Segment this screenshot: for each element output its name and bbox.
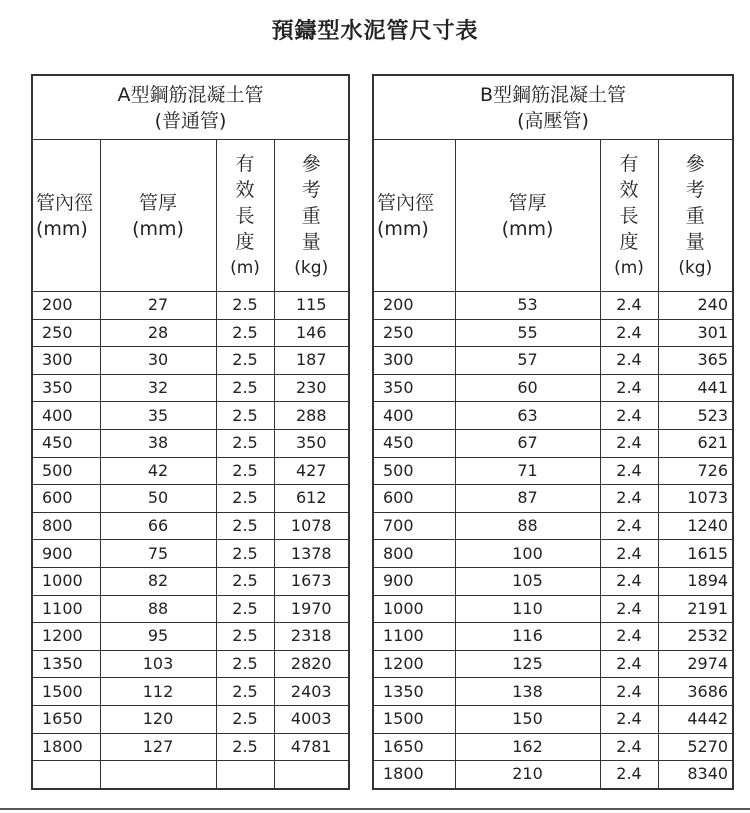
- cell-weight: 8340: [658, 761, 733, 789]
- table-row: [373, 374, 733, 402]
- cell-length: 2.4: [600, 402, 658, 430]
- table-row: [32, 678, 349, 706]
- cell-weight: 115: [274, 292, 349, 320]
- header-unit: (kg): [678, 257, 713, 278]
- cell-weight: 1673: [274, 567, 349, 595]
- cell-thickness: 30: [100, 347, 216, 375]
- cell-diameter: 1100: [373, 623, 455, 651]
- header-char: 效: [619, 178, 639, 201]
- cell-diameter: 1650: [32, 705, 100, 733]
- cell-diameter: 1500: [32, 678, 100, 706]
- cell-thickness: 87: [455, 485, 600, 513]
- cell-thickness: 116: [455, 623, 600, 651]
- cell-weight: 2820: [274, 650, 349, 678]
- header-char: 效: [235, 178, 255, 201]
- cell-thickness: 125: [455, 650, 600, 678]
- cell-thickness: 150: [455, 705, 600, 733]
- cell-diameter: 450: [373, 429, 455, 457]
- table-row: [32, 705, 349, 733]
- table-b-header-length: [600, 140, 658, 292]
- table-a-title: [32, 75, 349, 140]
- cell-thickness: 66: [100, 512, 216, 540]
- header-unit: (mm): [36, 217, 88, 240]
- cell-thickness: 75: [100, 540, 216, 568]
- cell-diameter: 500: [32, 457, 100, 485]
- cell-length: 2.5: [216, 705, 274, 733]
- cell-length: 2.4: [600, 374, 658, 402]
- cell-diameter: 1800: [373, 761, 455, 789]
- cell-length: 2.5: [216, 374, 274, 402]
- table-row: [32, 512, 349, 540]
- cell-weight: 288: [274, 402, 349, 430]
- cell-weight: 187: [274, 347, 349, 375]
- table-row: [32, 292, 349, 320]
- cell-weight: 365: [658, 347, 733, 375]
- cell-diameter: 1000: [32, 567, 100, 595]
- table-b-title: [373, 75, 733, 140]
- header-char: 有: [619, 152, 639, 175]
- cell-weight: 4781: [274, 733, 349, 761]
- cell-thickness: 35: [100, 402, 216, 430]
- cell-length: 2.4: [600, 650, 658, 678]
- header-char: 度: [619, 230, 639, 253]
- cell-thickness: 55: [455, 319, 600, 347]
- cell-weight: 2403: [274, 678, 349, 706]
- table-a-body: [32, 292, 349, 789]
- table-row: [373, 429, 733, 457]
- cell-length: 2.5: [216, 540, 274, 568]
- cell-thickness: 120: [100, 705, 216, 733]
- table-row: [373, 512, 733, 540]
- cell-diameter: 400: [373, 402, 455, 430]
- cell-diameter: 500: [373, 457, 455, 485]
- table-b-header-thickness: [455, 140, 600, 292]
- cell-diameter: 900: [373, 567, 455, 595]
- table-a-header-length: [216, 140, 274, 292]
- cell-length: 2.4: [600, 292, 658, 320]
- table-row: [373, 761, 733, 789]
- header-unit: (mm): [501, 217, 554, 240]
- cell-length: 2.4: [600, 512, 658, 540]
- table-row: [32, 567, 349, 595]
- cell-thickness: 28: [100, 319, 216, 347]
- cell-length: 2.5: [216, 485, 274, 513]
- cell-thickness: 32: [100, 374, 216, 402]
- table-row: [32, 347, 349, 375]
- cell-weight: 2191: [658, 595, 733, 623]
- cell-weight: 1970: [274, 595, 349, 623]
- table-row: [373, 623, 733, 651]
- cell-thickness: 110: [455, 595, 600, 623]
- cell-length: 2.5: [216, 595, 274, 623]
- cell-weight: 523: [658, 402, 733, 430]
- cell-diameter: 300: [373, 347, 455, 375]
- table-a-header-weight: [274, 140, 349, 292]
- cell-diameter: 350: [373, 374, 455, 402]
- cell-weight: 301: [658, 319, 733, 347]
- cell-length: 2.4: [600, 429, 658, 457]
- cell-thickness: 82: [100, 567, 216, 595]
- cell-length: 2.4: [600, 347, 658, 375]
- header-text: 管厚: [138, 191, 177, 214]
- cell-length: [216, 761, 274, 789]
- header-char: 度: [235, 230, 255, 253]
- cell-length: 2.4: [600, 678, 658, 706]
- table-row: [373, 485, 733, 513]
- table-b-header-weight: [658, 140, 733, 292]
- cell-diameter: 400: [32, 402, 100, 430]
- table-row: [32, 623, 349, 651]
- header-char: 量: [685, 230, 705, 253]
- table-row: [32, 402, 349, 430]
- cell-weight: 146: [274, 319, 349, 347]
- cell-weight: 427: [274, 457, 349, 485]
- header-unit: (mm): [132, 217, 184, 240]
- table-row: [373, 678, 733, 706]
- table-row: [32, 429, 349, 457]
- cell-weight: [274, 761, 349, 789]
- cell-diameter: 600: [373, 485, 455, 513]
- cell-length: 2.5: [216, 292, 274, 320]
- cell-thickness: 88: [455, 512, 600, 540]
- cell-length: 2.5: [216, 567, 274, 595]
- cell-length: 2.4: [600, 623, 658, 651]
- table-b-title-line1: B型鋼筋混凝土管: [480, 83, 627, 106]
- cell-thickness: 60: [455, 374, 600, 402]
- cell-diameter: 600: [32, 485, 100, 513]
- cell-length: 2.4: [600, 457, 658, 485]
- cell-thickness: 103: [100, 650, 216, 678]
- cell-diameter: 1500: [373, 705, 455, 733]
- cell-diameter: 450: [32, 429, 100, 457]
- cell-length: 2.5: [216, 678, 274, 706]
- header-unit: (mm): [377, 217, 429, 240]
- table-row: [373, 595, 733, 623]
- cell-length: 2.4: [600, 705, 658, 733]
- header-char: 量: [301, 230, 321, 253]
- table-row: [373, 733, 733, 761]
- table-row: [373, 402, 733, 430]
- table-row: [32, 540, 349, 568]
- table-row: [32, 485, 349, 513]
- cell-diameter: 250: [32, 319, 100, 347]
- cell-thickness: 100: [455, 540, 600, 568]
- cell-diameter: 800: [373, 540, 455, 568]
- header-char: 長: [619, 204, 639, 227]
- table-row: [373, 347, 733, 375]
- cell-diameter: 1000: [373, 595, 455, 623]
- cell-diameter: 200: [373, 292, 455, 320]
- cell-thickness: [100, 761, 216, 789]
- cell-diameter: [32, 761, 100, 789]
- cell-diameter: 1200: [373, 650, 455, 678]
- table-row: [373, 650, 733, 678]
- cell-thickness: 67: [455, 429, 600, 457]
- cell-diameter: 700: [373, 512, 455, 540]
- cell-weight: 441: [658, 374, 733, 402]
- header-char: 參: [301, 152, 321, 175]
- cell-weight: 5270: [658, 733, 733, 761]
- cell-weight: 1078: [274, 512, 349, 540]
- bottom-divider: [0, 808, 750, 810]
- cell-weight: 4442: [658, 705, 733, 733]
- cell-diameter: 800: [32, 512, 100, 540]
- cell-thickness: 57: [455, 347, 600, 375]
- table-row: [32, 595, 349, 623]
- cell-length: 2.4: [600, 595, 658, 623]
- cell-thickness: 162: [455, 733, 600, 761]
- cell-thickness: 127: [100, 733, 216, 761]
- table-row: [32, 374, 349, 402]
- header-text: 管厚: [508, 191, 547, 214]
- cell-diameter: 1350: [32, 650, 100, 678]
- table-row: [373, 319, 733, 347]
- cell-weight: 2318: [274, 623, 349, 651]
- cell-length: 2.5: [216, 319, 274, 347]
- cell-weight: 2532: [658, 623, 733, 651]
- cell-weight: 350: [274, 429, 349, 457]
- header-unit: (kg): [294, 257, 329, 278]
- cell-weight: 230: [274, 374, 349, 402]
- cell-length: 2.5: [216, 733, 274, 761]
- cell-thickness: 50: [100, 485, 216, 513]
- cell-weight: 4003: [274, 705, 349, 733]
- cell-diameter: 1200: [32, 623, 100, 651]
- cell-weight: 1073: [658, 485, 733, 513]
- table-b-body: [373, 292, 733, 789]
- cell-length: 2.4: [600, 485, 658, 513]
- cell-length: 2.4: [600, 319, 658, 347]
- table-row: [373, 705, 733, 733]
- header-text: 管內徑: [377, 191, 435, 214]
- cell-length: 2.5: [216, 429, 274, 457]
- table-row: [32, 457, 349, 485]
- header-unit: (m): [230, 257, 260, 278]
- cell-diameter: 300: [32, 347, 100, 375]
- table-row: [373, 540, 733, 568]
- cell-length: 2.5: [216, 512, 274, 540]
- header-char: 有: [235, 152, 255, 175]
- table-row: [373, 292, 733, 320]
- cell-thickness: 53: [455, 292, 600, 320]
- cell-length: 2.5: [216, 457, 274, 485]
- cell-length: 2.4: [600, 540, 658, 568]
- table-row: [373, 567, 733, 595]
- header-char: 重: [301, 204, 321, 227]
- cell-thickness: 210: [455, 761, 600, 789]
- header-text: 管內徑: [36, 191, 94, 214]
- cell-weight: 1894: [658, 567, 733, 595]
- table-row: [373, 457, 733, 485]
- header-unit: (m): [614, 257, 644, 278]
- cell-diameter: 900: [32, 540, 100, 568]
- cell-diameter: 1650: [373, 733, 455, 761]
- cell-diameter: 1800: [32, 733, 100, 761]
- header-char: 考: [685, 178, 705, 201]
- cell-thickness: 63: [455, 402, 600, 430]
- cell-weight: 2974: [658, 650, 733, 678]
- table-row: [32, 650, 349, 678]
- header-char: 參: [685, 152, 705, 175]
- cell-length: 2.5: [216, 347, 274, 375]
- cell-length: 2.5: [216, 623, 274, 651]
- table-row: [32, 761, 349, 789]
- cell-thickness: 71: [455, 457, 600, 485]
- cell-diameter: 250: [373, 319, 455, 347]
- table-a-header-thickness: [100, 140, 216, 292]
- page-title: 預鑄型水泥管尺寸表: [271, 19, 479, 44]
- table-a-header-diameter: [32, 140, 100, 292]
- table-b-header-diameter: [373, 140, 455, 292]
- table-row: [32, 733, 349, 761]
- table-row: [32, 319, 349, 347]
- cell-diameter: 1350: [373, 678, 455, 706]
- cell-weight: 1378: [274, 540, 349, 568]
- cell-weight: 621: [658, 429, 733, 457]
- table-a-title-line2: (普通管): [154, 109, 227, 132]
- cell-diameter: 1100: [32, 595, 100, 623]
- cell-weight: 726: [658, 457, 733, 485]
- table-a-normal-pipe: [31, 74, 350, 790]
- table-a-title-line1: A型鋼筋混凝土管: [117, 83, 264, 106]
- cell-thickness: 42: [100, 457, 216, 485]
- cell-length: 2.4: [600, 567, 658, 595]
- cell-weight: 1240: [658, 512, 733, 540]
- cell-thickness: 27: [100, 292, 216, 320]
- header-char: 重: [685, 204, 705, 227]
- cell-thickness: 38: [100, 429, 216, 457]
- cell-thickness: 95: [100, 623, 216, 651]
- cell-thickness: 105: [455, 567, 600, 595]
- cell-diameter: 200: [32, 292, 100, 320]
- cell-weight: 612: [274, 485, 349, 513]
- header-char: 考: [301, 178, 321, 201]
- cell-length: 2.5: [216, 650, 274, 678]
- cell-diameter: 350: [32, 374, 100, 402]
- cell-thickness: 88: [100, 595, 216, 623]
- cell-thickness: 138: [455, 678, 600, 706]
- cell-length: 2.5: [216, 402, 274, 430]
- cell-weight: 3686: [658, 678, 733, 706]
- cell-weight: 240: [658, 292, 733, 320]
- table-b-title-line2: (高壓管): [517, 109, 589, 132]
- cell-weight: 1615: [658, 540, 733, 568]
- table-b-high-pressure-pipe: [372, 74, 734, 790]
- cell-thickness: 112: [100, 678, 216, 706]
- cell-length: 2.4: [600, 733, 658, 761]
- header-char: 長: [235, 204, 255, 227]
- cell-length: 2.4: [600, 761, 658, 789]
